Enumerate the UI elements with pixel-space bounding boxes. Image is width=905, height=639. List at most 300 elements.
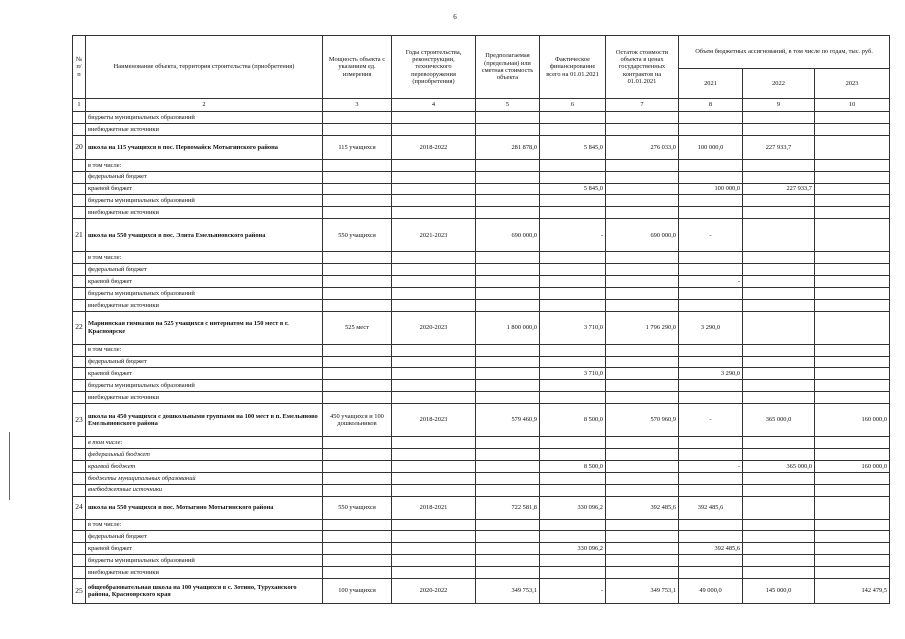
budget-2021-cell — [679, 449, 743, 461]
estimated-cost-cell: 722 581,8 — [476, 496, 540, 519]
col-number: 9 — [743, 99, 815, 112]
years-cell: 2020-2023 — [392, 311, 476, 344]
row-index — [73, 299, 86, 311]
budget-2021-cell — [679, 567, 743, 579]
actual-financing-cell — [540, 344, 606, 356]
funding-source-row — [73, 519, 890, 531]
row-index: 25 — [73, 579, 86, 604]
estimated-cost-cell — [476, 207, 540, 219]
actual-financing-cell — [540, 112, 606, 124]
remaining-cost-cell: 570 960,9 — [606, 404, 679, 437]
object-name: школа на 115 учащихся в пос. Первомайск Мотыгинского района — [86, 135, 323, 159]
funding-source-row — [73, 195, 890, 207]
remaining-cost-cell — [606, 543, 679, 555]
budget-2022-cell — [743, 287, 815, 299]
header-budget-group: Объем бюджетных ассигнований, в том числе по годам, тыс. руб. — [679, 36, 890, 69]
capacity-cell — [323, 380, 392, 392]
row-index — [73, 380, 86, 392]
row-index — [73, 392, 86, 404]
budget-2023-cell — [815, 472, 890, 484]
estimated-cost-cell — [476, 460, 540, 472]
header-estimated-cost: Предполагаемая (предельная) или сметная стоимость объекта — [476, 36, 540, 99]
estimated-cost-cell — [476, 344, 540, 356]
years-cell — [392, 472, 476, 484]
budget-2023-cell — [815, 287, 890, 299]
estimated-cost-cell — [476, 299, 540, 311]
budget-2021-cell — [679, 252, 743, 264]
actual-financing-cell — [540, 531, 606, 543]
budget-2021-cell: - — [679, 276, 743, 288]
years-cell — [392, 484, 476, 496]
capacity-cell — [323, 299, 392, 311]
actual-financing-cell — [540, 392, 606, 404]
row-index — [73, 519, 86, 531]
page-number: 6 — [453, 13, 457, 21]
estimated-cost-cell — [476, 195, 540, 207]
budget-2022-cell — [743, 264, 815, 276]
estimated-cost-cell — [476, 437, 540, 449]
remaining-cost-cell — [606, 183, 679, 195]
budget-2021-cell — [679, 299, 743, 311]
budget-2023-cell — [815, 195, 890, 207]
years-cell — [392, 159, 476, 171]
budget-2022-cell — [743, 531, 815, 543]
row-index — [73, 567, 86, 579]
estimated-cost-cell — [476, 531, 540, 543]
capacity-cell — [323, 437, 392, 449]
row-index — [73, 195, 86, 207]
remaining-cost-cell — [606, 287, 679, 299]
actual-financing-cell: 330 096,2 — [540, 496, 606, 519]
budget-2022-cell — [743, 344, 815, 356]
col-number: 5 — [476, 99, 540, 112]
years-cell — [392, 183, 476, 195]
budget-2023-cell — [815, 449, 890, 461]
funding-source-name: федеральный бюджет — [86, 531, 323, 543]
funding-source-name: бюджеты муниципальных образований — [86, 287, 323, 299]
remaining-cost-cell — [606, 392, 679, 404]
funding-source-name: краевой бюджет — [86, 460, 323, 472]
funding-source-row — [73, 368, 890, 380]
col-number: 7 — [606, 99, 679, 112]
capacity-cell: 100 учащихся — [323, 579, 392, 604]
estimated-cost-cell — [476, 392, 540, 404]
actual-financing-cell: 8 500,0 — [540, 460, 606, 472]
funding-source-row — [73, 252, 890, 264]
actual-financing-cell — [540, 123, 606, 135]
estimated-cost-cell — [476, 543, 540, 555]
years-cell — [392, 368, 476, 380]
actual-financing-cell — [540, 567, 606, 579]
budget-2023-cell — [815, 276, 890, 288]
years-cell — [392, 449, 476, 461]
actual-financing-cell — [540, 555, 606, 567]
years-cell — [392, 123, 476, 135]
remaining-cost-cell — [606, 252, 679, 264]
budget-2023-cell: 142 479,5 — [815, 579, 890, 604]
years-cell: 2021-2023 — [392, 219, 476, 252]
capacity-cell — [323, 356, 392, 368]
remaining-cost-cell — [606, 437, 679, 449]
capacity-cell — [323, 159, 392, 171]
budget-2023-cell — [815, 112, 890, 124]
actual-financing-cell — [540, 449, 606, 461]
years-cell: 2020-2022 — [392, 579, 476, 604]
row-index — [73, 437, 86, 449]
budget-2023-cell — [815, 219, 890, 252]
col-number: 2 — [86, 99, 323, 112]
actual-financing-cell: - — [540, 219, 606, 252]
funding-source-row — [73, 183, 890, 195]
budget-2022-cell: 227 933,7 — [743, 135, 815, 159]
funding-source-row — [73, 344, 890, 356]
object-name: общеобразовательная школа на 100 учащихся в с. Зотино, Туруханского района, Красноярского края — [86, 579, 323, 604]
funding-source-row — [73, 123, 890, 135]
budget-2021-cell — [679, 519, 743, 531]
estimated-cost-cell — [476, 449, 540, 461]
remaining-cost-cell — [606, 112, 679, 124]
actual-financing-cell: 5 845,0 — [540, 183, 606, 195]
funding-source-name: краевой бюджет — [86, 368, 323, 380]
budget-2021-cell: - — [679, 460, 743, 472]
funding-source-name: внебюджетные источники — [86, 392, 323, 404]
budget-2022-cell — [743, 484, 815, 496]
remaining-cost-cell: 392 485,6 — [606, 496, 679, 519]
remaining-cost-cell — [606, 380, 679, 392]
budget-2021-cell — [679, 112, 743, 124]
row-index — [73, 276, 86, 288]
years-cell — [392, 207, 476, 219]
estimated-cost-cell — [476, 472, 540, 484]
years-cell — [392, 567, 476, 579]
capacity-cell — [323, 543, 392, 555]
budget-2023-cell — [815, 207, 890, 219]
budget-2023-cell — [815, 252, 890, 264]
object-name: школа на 450 учащихся с дошкольными группами на 100 мест в п. Емельяново Емельяновского района — [86, 404, 323, 437]
funding-source-name: бюджеты муниципальных образований — [86, 472, 323, 484]
header-years: Годы строительства, реконструкции, технического перевооружения (приобретения) — [392, 36, 476, 99]
capacity-cell — [323, 449, 392, 461]
remaining-cost-cell — [606, 195, 679, 207]
estimated-cost-cell: 349 753,1 — [476, 579, 540, 604]
estimated-cost-cell: 690 000,0 — [476, 219, 540, 252]
funding-source-name: федеральный бюджет — [86, 356, 323, 368]
capacity-cell — [323, 484, 392, 496]
capacity-cell — [323, 460, 392, 472]
capacity-cell: 550 учащихся — [323, 219, 392, 252]
remaining-cost-cell — [606, 207, 679, 219]
funding-source-row — [73, 472, 890, 484]
col-number: 8 — [679, 99, 743, 112]
budget-2022-cell — [743, 356, 815, 368]
budget-2023-cell — [815, 356, 890, 368]
estimated-cost-cell — [476, 484, 540, 496]
budget-2023-cell — [815, 380, 890, 392]
remaining-cost-cell — [606, 449, 679, 461]
budget-2022-cell — [743, 555, 815, 567]
funding-source-row — [73, 356, 890, 368]
estimated-cost-cell — [476, 123, 540, 135]
budget-2023-cell — [815, 392, 890, 404]
budget-2022-cell: 365 000,0 — [743, 404, 815, 437]
remaining-cost-cell: 276 033,0 — [606, 135, 679, 159]
estimated-cost-cell: 1 800 000,0 — [476, 311, 540, 344]
capacity-cell: 115 учащихся — [323, 135, 392, 159]
row-index — [73, 356, 86, 368]
budget-2022-cell — [743, 219, 815, 252]
column-number-row — [73, 99, 890, 112]
actual-financing-cell — [540, 195, 606, 207]
budget-2021-cell: 392 485,6 — [679, 496, 743, 519]
capacity-cell — [323, 531, 392, 543]
budget-2022-cell: 145 000,0 — [743, 579, 815, 604]
budget-2021-cell — [679, 437, 743, 449]
estimated-cost-cell — [476, 276, 540, 288]
header-remaining-cost: Остаток стоимости объекта в ценах государственных контрактов на 01.01.2021 — [606, 36, 679, 99]
funding-source-name: федеральный бюджет — [86, 171, 323, 183]
actual-financing-cell: 330 096,2 — [540, 543, 606, 555]
estimated-cost-cell — [476, 356, 540, 368]
actual-financing-cell: - — [540, 579, 606, 604]
object-name: Мариинская гимназия на 525 учащихся с интернатом на 150 мест в г. Красноярске — [86, 311, 323, 344]
remaining-cost-cell — [606, 356, 679, 368]
budget-2021-cell — [679, 344, 743, 356]
funding-source-row — [73, 567, 890, 579]
header-actual-financing: Фактическое финансирование всего на 01.01.2021 — [540, 36, 606, 99]
remaining-cost-cell — [606, 519, 679, 531]
remaining-cost-cell — [606, 484, 679, 496]
years-cell — [392, 531, 476, 543]
actual-financing-cell — [540, 437, 606, 449]
row-index — [73, 112, 86, 124]
funding-source-name: бюджеты муниципальных образований — [86, 195, 323, 207]
years-cell: 2018-2023 — [392, 404, 476, 437]
row-index — [73, 264, 86, 276]
budget-2021-cell — [679, 207, 743, 219]
estimated-cost-cell: 281 878,0 — [476, 135, 540, 159]
actual-financing-cell — [540, 484, 606, 496]
actual-financing-cell: 5 845,0 — [540, 135, 606, 159]
years-cell — [392, 112, 476, 124]
budget-2022-cell — [743, 195, 815, 207]
row-index — [73, 460, 86, 472]
budget-2023-cell — [815, 519, 890, 531]
years-cell — [392, 437, 476, 449]
funding-source-row — [73, 207, 890, 219]
budget-2021-cell: 49 000,0 — [679, 579, 743, 604]
remaining-cost-cell — [606, 460, 679, 472]
actual-financing-cell — [540, 287, 606, 299]
funding-source-row — [73, 449, 890, 461]
years-cell — [392, 392, 476, 404]
header-index: № п/п — [73, 36, 86, 99]
actual-financing-cell: 3 710,0 — [540, 311, 606, 344]
years-cell: 2018-2022 — [392, 135, 476, 159]
row-index: 24 — [73, 496, 86, 519]
funding-source-name: внебюджетные источники — [86, 567, 323, 579]
budget-2022-cell — [743, 472, 815, 484]
actual-financing-cell — [540, 519, 606, 531]
funding-source-name: бюджеты муниципальных образований — [86, 380, 323, 392]
funding-source-name: бюджеты муниципальных образований — [86, 112, 323, 124]
actual-financing-cell: 8 500,0 — [540, 404, 606, 437]
budget-2022-cell — [743, 380, 815, 392]
funding-source-name: внебюджетные источники — [86, 207, 323, 219]
capacity-cell — [323, 555, 392, 567]
estimated-cost-cell — [476, 264, 540, 276]
budget-2021-cell — [679, 472, 743, 484]
col-number: 3 — [323, 99, 392, 112]
budget-2023-cell — [815, 496, 890, 519]
budget-2021-cell — [679, 159, 743, 171]
budget-2021-cell — [679, 264, 743, 276]
budget-2023-cell — [815, 135, 890, 159]
budget-2023-cell — [815, 264, 890, 276]
years-cell — [392, 276, 476, 288]
funding-source-row — [73, 437, 890, 449]
remaining-cost-cell — [606, 276, 679, 288]
capacity-cell: 550 учащихся — [323, 496, 392, 519]
funding-source-name: в том числе: — [86, 437, 323, 449]
budget-2022-cell — [743, 437, 815, 449]
years-cell — [392, 264, 476, 276]
row-index — [73, 252, 86, 264]
funding-source-row — [73, 171, 890, 183]
funding-source-name: в том числе: — [86, 519, 323, 531]
funding-source-name: внебюджетные источники — [86, 299, 323, 311]
funding-source-row — [73, 543, 890, 555]
budget-2022-cell — [743, 311, 815, 344]
estimated-cost-cell — [476, 159, 540, 171]
actual-financing-cell — [540, 252, 606, 264]
funding-source-name: внебюджетные источники — [86, 123, 323, 135]
object-name: школа на 550 учащихся в пос. Мотыгино Мотыгинского района — [86, 496, 323, 519]
capacity-cell — [323, 368, 392, 380]
budget-2023-cell — [815, 484, 890, 496]
header-name: Наименование объекта, территория строительства (приобретения) — [86, 36, 323, 99]
row-index — [73, 555, 86, 567]
funding-source-row — [73, 264, 890, 276]
estimated-cost-cell — [476, 252, 540, 264]
budget-2022-cell — [743, 368, 815, 380]
budget-2023-cell — [815, 531, 890, 543]
budget-2021-cell — [679, 484, 743, 496]
budget-2022-cell — [743, 496, 815, 519]
budget-2021-cell: - — [679, 219, 743, 252]
years-cell — [392, 555, 476, 567]
estimated-cost-cell — [476, 555, 540, 567]
object-row — [73, 135, 890, 159]
budget-2023-cell: 160 000,0 — [815, 404, 890, 437]
budget-2021-cell: 3 290,0 — [679, 311, 743, 344]
row-index — [73, 472, 86, 484]
row-index — [73, 207, 86, 219]
col-number: 10 — [815, 99, 890, 112]
budget-2022-cell — [743, 392, 815, 404]
years-cell — [392, 519, 476, 531]
actual-financing-cell — [540, 159, 606, 171]
estimated-cost-cell — [476, 183, 540, 195]
budget-2023-cell — [815, 159, 890, 171]
header-year-2021: 2021 — [679, 69, 743, 99]
row-index — [73, 484, 86, 496]
capacity-cell — [323, 123, 392, 135]
budget-2023-cell — [815, 344, 890, 356]
funding-source-row — [73, 159, 890, 171]
capacity-cell — [323, 183, 392, 195]
budget-2021-cell — [679, 531, 743, 543]
capacity-cell: 525 мест — [323, 311, 392, 344]
budget-2021-cell: 392 485,6 — [679, 543, 743, 555]
capacity-cell — [323, 252, 392, 264]
years-cell — [392, 380, 476, 392]
remaining-cost-cell: 349 753,1 — [606, 579, 679, 604]
capacity-cell — [323, 567, 392, 579]
actual-financing-cell — [540, 207, 606, 219]
budget-2022-cell — [743, 123, 815, 135]
years-cell — [392, 344, 476, 356]
capacity-cell — [323, 276, 392, 288]
budget-2021-cell: 100 000,0 — [679, 135, 743, 159]
budget-2023-cell — [815, 555, 890, 567]
budget-2022-cell — [743, 449, 815, 461]
budget-2023-cell: 160 000,0 — [815, 460, 890, 472]
estimated-cost-cell — [476, 287, 540, 299]
row-index: 23 — [73, 404, 86, 437]
row-index — [73, 344, 86, 356]
remaining-cost-cell — [606, 531, 679, 543]
funding-source-row — [73, 460, 890, 472]
row-index — [73, 531, 86, 543]
capacity-cell — [323, 344, 392, 356]
budget-2022-cell — [743, 171, 815, 183]
years-cell — [392, 195, 476, 207]
budget-2022-cell: 227 933,7 — [743, 183, 815, 195]
header-capacity: Мощность объекта с указанием ед. измерения — [323, 36, 392, 99]
object-row — [73, 219, 890, 252]
actual-financing-cell — [540, 472, 606, 484]
col-number: 1 — [73, 99, 86, 112]
budget-2022-cell: 365 000,0 — [743, 460, 815, 472]
funding-source-row — [73, 299, 890, 311]
budget-2021-cell — [679, 171, 743, 183]
capacity-cell — [323, 264, 392, 276]
budget-2022-cell — [743, 543, 815, 555]
budget-2023-cell — [815, 368, 890, 380]
budget-2022-cell — [743, 276, 815, 288]
estimated-cost-cell — [476, 368, 540, 380]
years-cell — [392, 356, 476, 368]
budget-2021-cell — [679, 356, 743, 368]
object-row — [73, 404, 890, 437]
estimated-cost-cell — [476, 112, 540, 124]
budget-2022-cell — [743, 159, 815, 171]
actual-financing-cell — [540, 276, 606, 288]
capacity-cell — [323, 392, 392, 404]
remaining-cost-cell: 690 000,0 — [606, 219, 679, 252]
estimated-cost-cell — [476, 171, 540, 183]
funding-source-name: федеральный бюджет — [86, 264, 323, 276]
years-cell — [392, 299, 476, 311]
budget-2023-cell — [815, 437, 890, 449]
years-cell — [392, 287, 476, 299]
remaining-cost-cell — [606, 472, 679, 484]
header-year-2023: 2023 — [815, 69, 890, 99]
budget-2021-cell — [679, 380, 743, 392]
funding-source-name: краевой бюджет — [86, 183, 323, 195]
scan-edge-mark — [9, 432, 10, 500]
row-index: 21 — [73, 219, 86, 252]
